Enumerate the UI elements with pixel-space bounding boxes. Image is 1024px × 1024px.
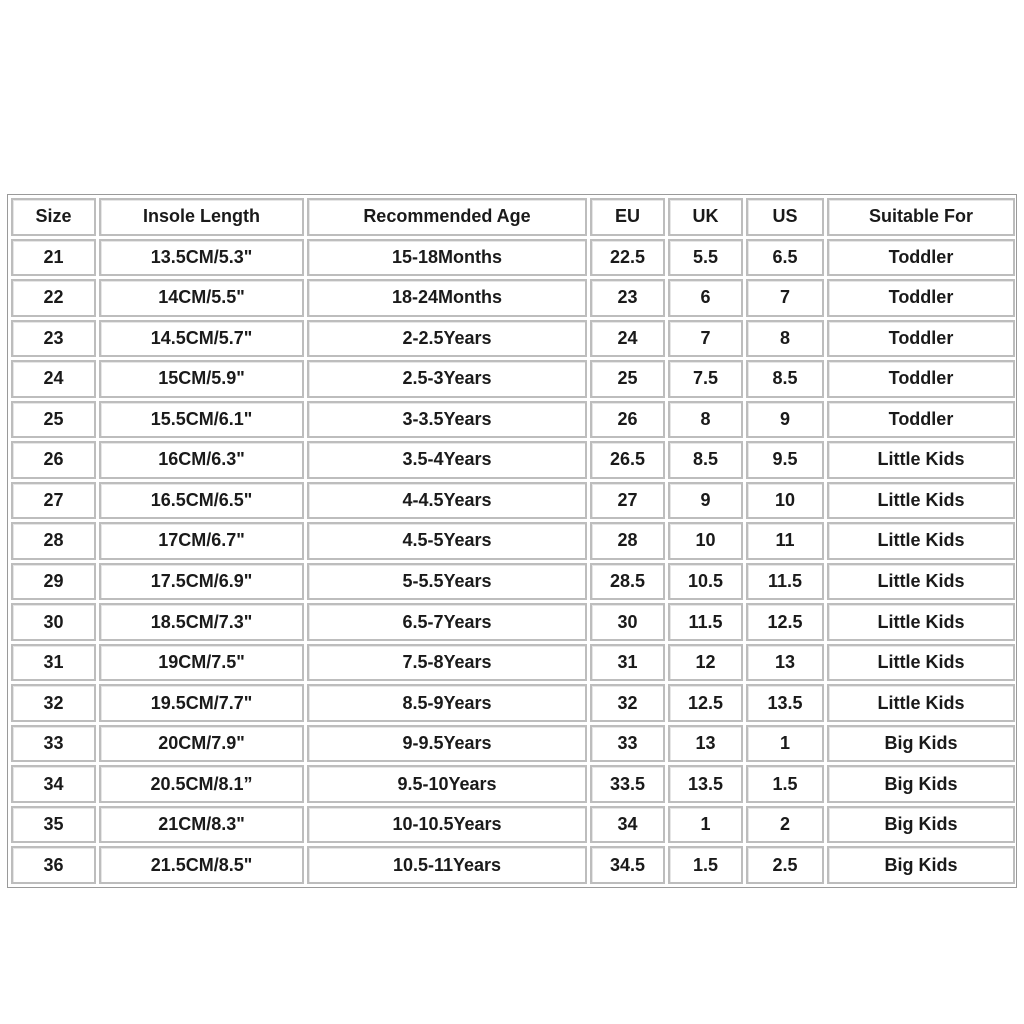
cell-insole-length: 15CM/5.9"	[99, 360, 304, 398]
cell-eu: 22.5	[590, 239, 665, 277]
cell-size: 25	[11, 401, 96, 439]
cell-recommended-age: 4.5-5Years	[307, 522, 587, 560]
cell-insole-length: 21.5CM/8.5"	[99, 846, 304, 884]
cell-suitable-for: Little Kids	[827, 644, 1015, 682]
cell-size: 28	[11, 522, 96, 560]
cell-recommended-age: 3-3.5Years	[307, 401, 587, 439]
cell-uk: 5.5	[668, 239, 743, 277]
cell-insole-length: 13.5CM/5.3"	[99, 239, 304, 277]
cell-size: 21	[11, 239, 96, 277]
cell-recommended-age: 6.5-7Years	[307, 603, 587, 641]
cell-size: 32	[11, 684, 96, 722]
cell-uk: 13	[668, 725, 743, 763]
cell-eu: 32	[590, 684, 665, 722]
cell-insole-length: 16CM/6.3"	[99, 441, 304, 479]
cell-us: 7	[746, 279, 824, 317]
cell-recommended-age: 8.5-9Years	[307, 684, 587, 722]
cell-suitable-for: Big Kids	[827, 806, 1015, 844]
cell-uk: 13.5	[668, 765, 743, 803]
size-chart	[7, 194, 1017, 888]
table-row	[11, 765, 1015, 803]
cell-us: 2.5	[746, 846, 824, 884]
cell-size: 35	[11, 806, 96, 844]
cell-us: 2	[746, 806, 824, 844]
cell-uk: 1	[668, 806, 743, 844]
cell-size: 31	[11, 644, 96, 682]
cell-insole-length: 19.5CM/7.7"	[99, 684, 304, 722]
cell-eu: 28	[590, 522, 665, 560]
cell-insole-length: 14.5CM/5.7"	[99, 320, 304, 358]
cell-us: 9	[746, 401, 824, 439]
cell-recommended-age: 2-2.5Years	[307, 320, 587, 358]
cell-size: 33	[11, 725, 96, 763]
table-row	[11, 806, 1015, 844]
cell-insole-length: 20CM/7.9"	[99, 725, 304, 763]
cell-uk: 12.5	[668, 684, 743, 722]
cell-eu: 28.5	[590, 563, 665, 601]
cell-recommended-age: 15-18Months	[307, 239, 587, 277]
size-chart-table	[8, 195, 1018, 887]
cell-eu: 34.5	[590, 846, 665, 884]
cell-suitable-for: Toddler	[827, 401, 1015, 439]
cell-insole-length: 16.5CM/6.5"	[99, 482, 304, 520]
cell-uk: 7.5	[668, 360, 743, 398]
cell-suitable-for: Big Kids	[827, 846, 1015, 884]
header-recommended-age: Recommended Age	[307, 198, 587, 236]
cell-eu: 26.5	[590, 441, 665, 479]
table-header-row	[11, 198, 1015, 236]
cell-recommended-age: 3.5-4Years	[307, 441, 587, 479]
cell-suitable-for: Toddler	[827, 239, 1015, 277]
cell-recommended-age: 4-4.5Years	[307, 482, 587, 520]
cell-suitable-for: Little Kids	[827, 522, 1015, 560]
cell-suitable-for: Little Kids	[827, 563, 1015, 601]
cell-recommended-age: 9.5-10Years	[307, 765, 587, 803]
cell-uk: 9	[668, 482, 743, 520]
header-size: Size	[11, 198, 96, 236]
cell-eu: 23	[590, 279, 665, 317]
cell-eu: 24	[590, 320, 665, 358]
header-insole-length: Insole Length	[99, 198, 304, 236]
header-us: US	[746, 198, 824, 236]
table-row	[11, 279, 1015, 317]
cell-us: 13	[746, 644, 824, 682]
cell-uk: 7	[668, 320, 743, 358]
cell-recommended-age: 9-9.5Years	[307, 725, 587, 763]
cell-us: 11	[746, 522, 824, 560]
cell-insole-length: 20.5CM/8.1”	[99, 765, 304, 803]
cell-us: 11.5	[746, 563, 824, 601]
cell-recommended-age: 2.5-3Years	[307, 360, 587, 398]
cell-eu: 33	[590, 725, 665, 763]
table-row	[11, 320, 1015, 358]
cell-eu: 34	[590, 806, 665, 844]
cell-suitable-for: Toddler	[827, 279, 1015, 317]
cell-suitable-for: Little Kids	[827, 482, 1015, 520]
cell-uk: 12	[668, 644, 743, 682]
cell-suitable-for: Little Kids	[827, 441, 1015, 479]
cell-insole-length: 19CM/7.5"	[99, 644, 304, 682]
table-body	[11, 239, 1015, 885]
cell-uk: 8.5	[668, 441, 743, 479]
cell-recommended-age: 7.5-8Years	[307, 644, 587, 682]
cell-suitable-for: Little Kids	[827, 684, 1015, 722]
cell-us: 1.5	[746, 765, 824, 803]
table-row	[11, 563, 1015, 601]
cell-recommended-age: 10.5-11Years	[307, 846, 587, 884]
table-row	[11, 846, 1015, 884]
cell-insole-length: 21CM/8.3"	[99, 806, 304, 844]
cell-us: 8.5	[746, 360, 824, 398]
cell-size: 23	[11, 320, 96, 358]
cell-us: 1	[746, 725, 824, 763]
cell-size: 22	[11, 279, 96, 317]
cell-suitable-for: Big Kids	[827, 765, 1015, 803]
cell-size: 27	[11, 482, 96, 520]
table-row	[11, 239, 1015, 277]
table-row	[11, 401, 1015, 439]
cell-us: 10	[746, 482, 824, 520]
cell-insole-length: 17CM/6.7"	[99, 522, 304, 560]
cell-size: 30	[11, 603, 96, 641]
cell-insole-length: 15.5CM/6.1"	[99, 401, 304, 439]
cell-eu: 33.5	[590, 765, 665, 803]
cell-recommended-age: 10-10.5Years	[307, 806, 587, 844]
cell-uk: 8	[668, 401, 743, 439]
table-row	[11, 603, 1015, 641]
cell-uk: 1.5	[668, 846, 743, 884]
table-row	[11, 684, 1015, 722]
cell-uk: 10.5	[668, 563, 743, 601]
cell-us: 6.5	[746, 239, 824, 277]
cell-suitable-for: Toddler	[827, 360, 1015, 398]
table-row	[11, 644, 1015, 682]
cell-suitable-for: Big Kids	[827, 725, 1015, 763]
cell-suitable-for: Little Kids	[827, 603, 1015, 641]
cell-suitable-for: Toddler	[827, 320, 1015, 358]
cell-size: 29	[11, 563, 96, 601]
cell-eu: 25	[590, 360, 665, 398]
header-suitable-for: Suitable For	[827, 198, 1015, 236]
cell-us: 13.5	[746, 684, 824, 722]
cell-eu: 30	[590, 603, 665, 641]
table-row	[11, 441, 1015, 479]
table-row	[11, 360, 1015, 398]
table-row	[11, 725, 1015, 763]
cell-insole-length: 17.5CM/6.9"	[99, 563, 304, 601]
cell-uk: 6	[668, 279, 743, 317]
cell-us: 12.5	[746, 603, 824, 641]
header-uk: UK	[668, 198, 743, 236]
cell-size: 26	[11, 441, 96, 479]
cell-uk: 11.5	[668, 603, 743, 641]
cell-us: 9.5	[746, 441, 824, 479]
cell-size: 24	[11, 360, 96, 398]
table-row	[11, 522, 1015, 560]
cell-size: 36	[11, 846, 96, 884]
cell-eu: 27	[590, 482, 665, 520]
cell-uk: 10	[668, 522, 743, 560]
cell-recommended-age: 5-5.5Years	[307, 563, 587, 601]
cell-insole-length: 14CM/5.5"	[99, 279, 304, 317]
cell-insole-length: 18.5CM/7.3"	[99, 603, 304, 641]
cell-us: 8	[746, 320, 824, 358]
cell-eu: 31	[590, 644, 665, 682]
cell-recommended-age: 18-24Months	[307, 279, 587, 317]
table-row	[11, 482, 1015, 520]
cell-size: 34	[11, 765, 96, 803]
header-eu: EU	[590, 198, 665, 236]
cell-eu: 26	[590, 401, 665, 439]
